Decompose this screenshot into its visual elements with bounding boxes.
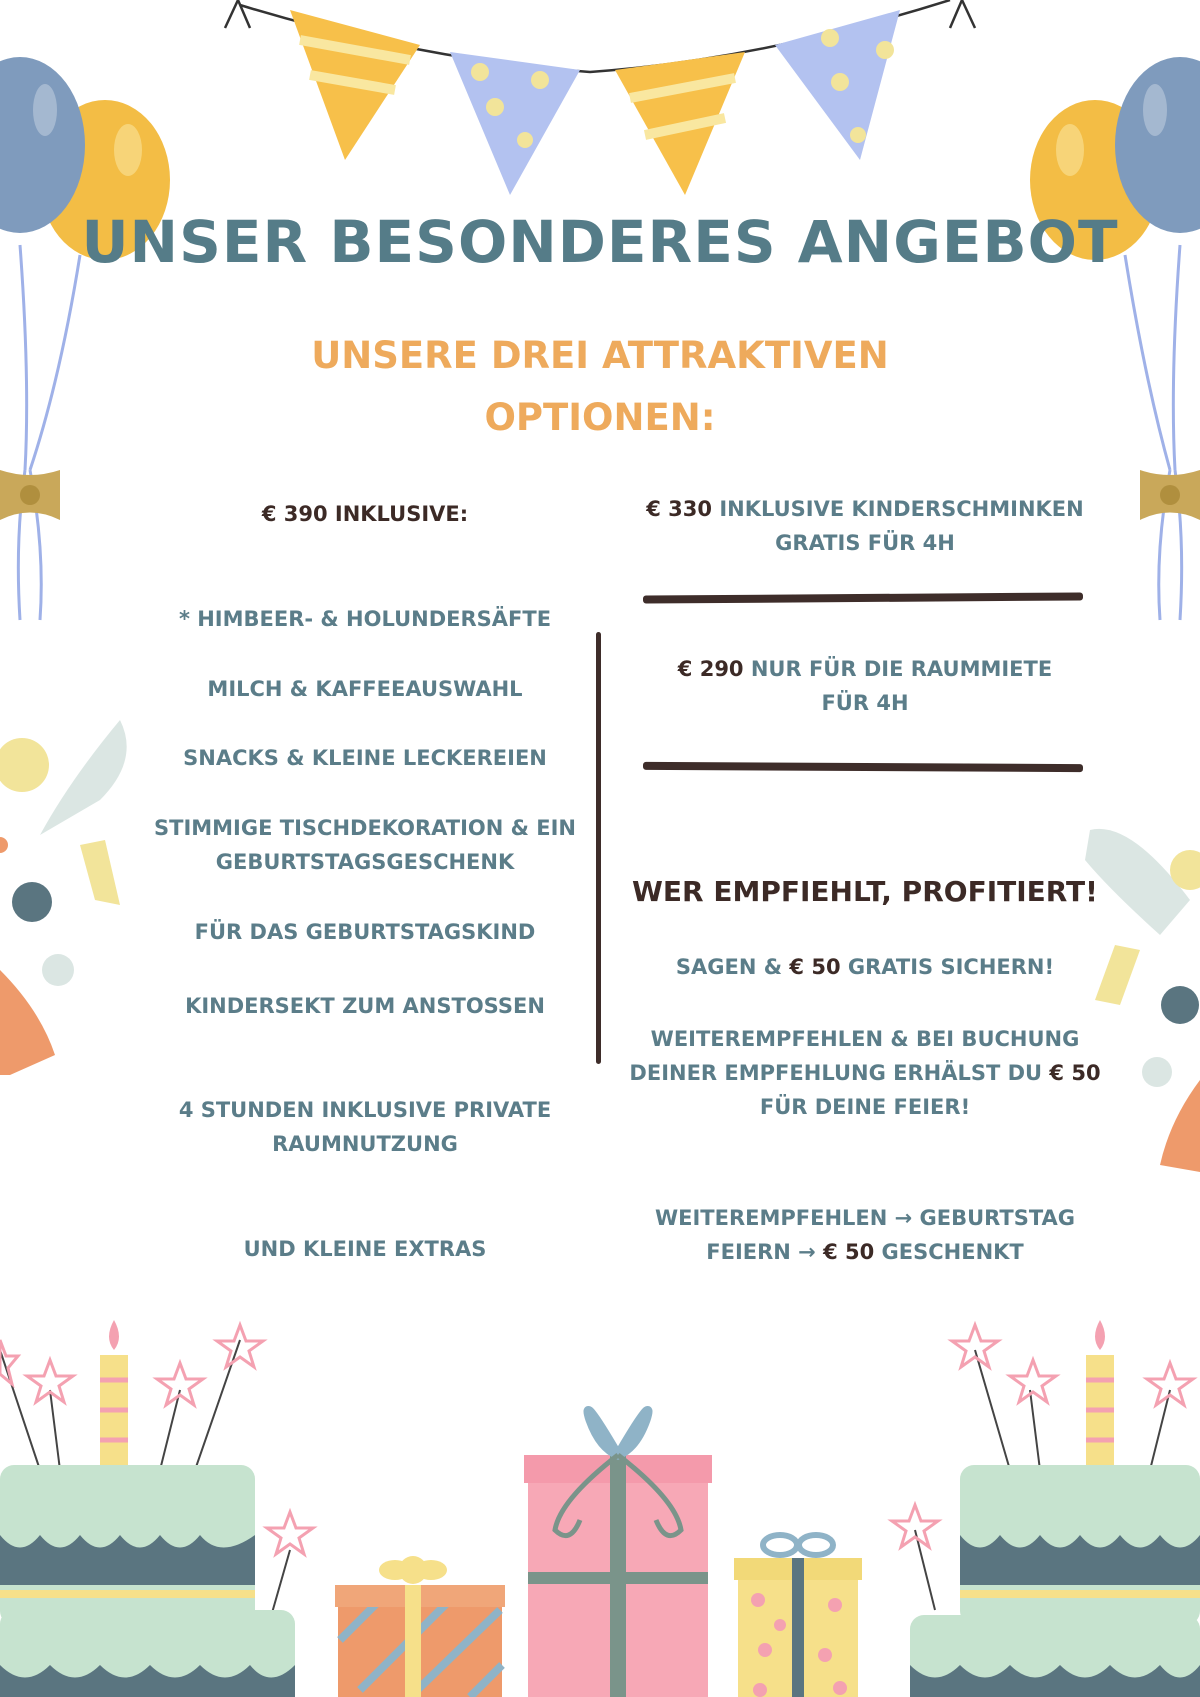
- referral-amount: € 50: [823, 1240, 875, 1264]
- referral-amount: € 50: [1049, 1061, 1101, 1085]
- option-facepaint-text: INKLUSIVE KINDERSCHMINKEN: [712, 497, 1084, 521]
- option-room-price: € 290: [677, 657, 744, 681]
- referral-line: WEITEREMPFEHLEN & BEI BUCHUNG: [650, 1027, 1080, 1051]
- referral-text: SAGEN &: [675, 955, 790, 979]
- list-item: STIMMIGE TISCHDEKORATION & EIN: [154, 816, 576, 840]
- list-item: KINDERSEKT ZUM ANSTOSSEN: [185, 994, 545, 1018]
- referral-paragraph: [600, 1022, 1130, 1124]
- option-room-text: NUR FÜR DIE RAUMMIETE: [743, 657, 1053, 681]
- referral-text: DEINER EMPFEHLUNG ERHÄLST DU: [629, 1061, 1050, 1085]
- option-full-price: € 390: [261, 502, 328, 526]
- option-facepaint-price: € 330: [646, 497, 713, 521]
- option-room: [600, 652, 1130, 720]
- list-item: MILCH & KAFFEEAUSWAHL: [207, 677, 523, 701]
- referral-text: GESCHENKT: [874, 1240, 1024, 1264]
- list-item: * HIMBEER- & HOLUNDERSÄFTE: [178, 607, 552, 631]
- option-facepaint: [600, 492, 1130, 560]
- subtitle-line: OPTIONEN:: [484, 396, 716, 439]
- option-full-heading: [170, 497, 560, 531]
- option-room-line: FÜR 4H: [821, 691, 909, 715]
- referral-text: FEIERN →: [706, 1240, 824, 1264]
- option-facepaint-line: GRATIS FÜR 4H: [775, 531, 955, 555]
- list-item: 4 STUNDEN INKLUSIVE PRIVATE: [178, 1098, 552, 1122]
- referral-heading: WER EMPFIEHLT, PROFITIERT!: [632, 875, 1098, 908]
- referral-amount: € 50: [789, 955, 841, 979]
- page-subtitle: [300, 325, 900, 449]
- referral-line: WEITEREMPFEHLEN → GEBURTSTAG: [654, 1206, 1076, 1230]
- referral-line: [600, 950, 1130, 984]
- bunting-icon: [225, 0, 975, 195]
- gift-icon: [335, 1411, 862, 1697]
- option-facepaint-line: [600, 492, 1130, 526]
- referral-slogan: [600, 1201, 1130, 1269]
- referral-line: [600, 1056, 1130, 1090]
- option-full-label: INKLUSIVE:: [327, 502, 469, 526]
- confetti-icon: [0, 720, 127, 1075]
- list-item: UND KLEINE EXTRAS: [243, 1237, 487, 1261]
- list-item: RAUMNUTZUNG: [272, 1132, 458, 1156]
- subtitle-line: UNSERE DREI ATTRAKTIVEN: [311, 334, 889, 377]
- list-item: FÜR DAS GEBURTSTAGSKIND: [194, 920, 536, 944]
- referral-text: GRATIS SICHERN!: [840, 955, 1055, 979]
- option-room-line: [600, 652, 1130, 686]
- cake-icon: [0, 1320, 313, 1697]
- list-item: GEBURTSTAGSGESCHENK: [215, 850, 515, 874]
- referral-line: FÜR DEINE FEIER!: [759, 1095, 971, 1119]
- list-item: SNACKS & KLEINE LECKEREIEN: [183, 746, 547, 770]
- referral-line: [600, 1235, 1130, 1269]
- balloon-icon: [0, 57, 170, 620]
- page-title: UNSER BESONDERES ANGEBOT: [81, 208, 1119, 276]
- cake-icon: [892, 1320, 1200, 1697]
